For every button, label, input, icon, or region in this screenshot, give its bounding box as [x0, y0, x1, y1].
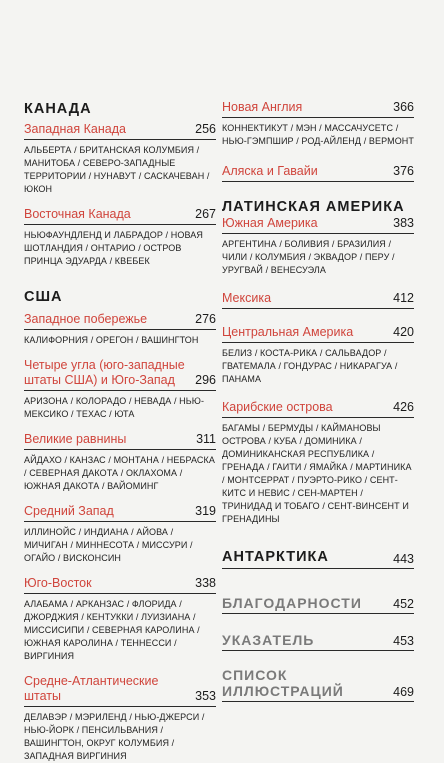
page-number: 353: [195, 689, 216, 703]
divider: [222, 181, 414, 182]
toc-left-column: [24, 100, 216, 763]
toc-entry[interactable]: [24, 312, 216, 347]
section-title: Средний Запад: [24, 504, 114, 518]
page-number: 443: [393, 552, 414, 566]
section-title: Новая Англия: [222, 100, 303, 114]
toc-entry-acknowledgements[interactable]: [222, 595, 414, 614]
divider: [222, 233, 414, 234]
toc-entry[interactable]: [24, 504, 216, 565]
entry-items: АРИЗОНА / КОЛОРАДО / НЕВАДА / НЬЮ-МЕКСИКО / ТЕХАС / ЮТА: [24, 396, 205, 419]
divider: [24, 390, 216, 391]
toc-entry[interactable]: [222, 325, 414, 386]
region-title-latin-america: ЛАТИНСКАЯ АМЕРИКА: [222, 199, 405, 215]
section-title: Великие равнины: [24, 432, 127, 446]
toc-entry[interactable]: [222, 216, 414, 277]
page-number: 412: [393, 291, 414, 305]
toc-right-column: [222, 100, 414, 706]
divider: [24, 521, 216, 522]
region-title-usa: США: [24, 289, 63, 305]
section-title: Западная Канада: [24, 122, 126, 136]
entry-items: ИЛЛИНОЙС / ИНДИАНА / АЙОВА / МИЧИГАН / МИННЕСОТА / МИССУРИ / ОГАЙО / ВИСКОНСИН: [24, 527, 193, 563]
section-title: Восточная Канада: [24, 207, 131, 221]
back-matter-title: БЛАГОДАРНОСТИ: [222, 595, 362, 611]
divider: [24, 329, 216, 330]
divider: [222, 417, 414, 418]
page-number: 453: [393, 634, 414, 648]
toc-entry[interactable]: [222, 100, 414, 148]
toc-entry[interactable]: [24, 576, 216, 663]
page-number: 366: [393, 100, 414, 114]
toc-entry[interactable]: [222, 291, 414, 309]
page-number: 383: [393, 216, 414, 230]
page-number: 376: [393, 164, 414, 178]
divider: [222, 650, 414, 651]
divider: [24, 224, 216, 225]
entry-items: АРГЕНТИНА / БОЛИВИЯ / БРАЗИЛИЯ / ЧИЛИ / КОЛУМБИЯ / ЭКВАДОР / ПЕРУ / УРУГВАЙ / ВЕНЕСУЭЛА: [222, 239, 395, 275]
page-number: 296: [195, 373, 216, 387]
section-title: Средне-Атлантические штаты: [24, 674, 159, 703]
page-number: 267: [195, 207, 216, 221]
entry-items: БАГАМЫ / БЕРМУДЫ / КАЙМАНОВЫ ОСТРОВА / КУБА / ДОМИНИКА / ДОМИНИКАНСКАЯ РЕСПУБЛИКА / ГРЕНАДА / ГАИТИ / ЯМАЙКА / МАРТИНИКА / МОНТСЕРРАТ / ПУЭРТО-РИКО / СЕНТ-КИТС И НЕВИС / СЕН-МАРТЕН / ТРИНИДАД И ТОБАГО / СЕНТ-ВИНСЕНТ И ГРЕНАДИНЫ: [222, 423, 412, 524]
section-title: Карибские острова: [222, 400, 333, 414]
divider: [222, 308, 414, 309]
divider: [222, 613, 414, 614]
back-matter-title: УКАЗАТЕЛЬ: [222, 632, 315, 648]
divider: [222, 342, 414, 343]
entry-items: КОННЕКТИКУТ / МЭН / МАССАЧУСЕТС / НЬЮ-ГЭМПШИР / РОД-АЙЛЕНД / ВЕРМОНТ: [222, 123, 415, 146]
entry-items: НЬЮФАУНДЛЕНД И ЛАБРАДОР / НОВАЯ ШОТЛАНДИЯ / ОНТАРИО / ОСТРОВ ПРИНЦА ЭДУАРДА / КВЕБЕК: [24, 230, 203, 266]
entry-items: АЛЬБЕРТА / БРИТАНСКАЯ КОЛУМБИЯ / МАНИТОБА / СЕВЕРО-ЗАПАДНЫЕ ТЕРРИТОРИИ / НУНАВУТ / САСКАЧЕВАН / ЮКОН: [24, 145, 210, 194]
entry-items: БЕЛИЗ / КОСТА-РИКА / САЛЬВАДОР / ГВАТЕМАЛА / ГОНДУРАС / НИКАРАГУА / ПАНАМА: [222, 348, 398, 384]
region-title-antarctica: АНТАРКТИКА: [222, 549, 329, 565]
page-number: 276: [195, 312, 216, 326]
divider: [222, 701, 414, 702]
divider: [24, 139, 216, 140]
section-title: Центральная Америка: [222, 325, 354, 339]
toc-entry-index[interactable]: [222, 632, 414, 651]
toc-entry[interactable]: [24, 207, 216, 268]
toc-entry[interactable]: [24, 432, 216, 493]
section-title: Аляска и Гавайи: [222, 164, 318, 178]
page-number: 452: [393, 597, 414, 611]
section-title: Западное побережье: [24, 312, 148, 326]
region-title-canada: КАНАДА: [24, 101, 92, 117]
page-number: 426: [393, 400, 414, 414]
page-number: 311: [196, 432, 216, 446]
toc-entry[interactable]: [24, 122, 216, 196]
page-number: 469: [393, 685, 414, 699]
section-title: Четыре угла (юго-западные штаты США) и Юго-Запад: [24, 358, 185, 387]
page-number: 338: [195, 576, 216, 590]
toc-entry[interactable]: [222, 400, 414, 526]
divider: [24, 593, 216, 594]
divider: [24, 449, 216, 450]
back-matter-title: СПИСОК: [222, 667, 288, 683]
entry-items: ДЕЛАВЭР / МЭРИЛЕНД / НЬЮ-ДЖЕРСИ / НЬЮ-ЙОРК / ПЕНСИЛЬВАНИЯ / ВАШИНГТОН, ОКРУГ КОЛУМБИЯ / ЗАПАДНАЯ ВИРГИНИЯ: [24, 712, 205, 761]
entry-items: АЛАБАМА / АРКАНЗАС / ФЛОРИДА / ДЖОРДЖИЯ / КЕНТУККИ / ЛУИЗИАНА / МИССИСИПИ / СЕВЕРНАЯ КАРОЛИНА / ЮЖНАЯ КАРОЛИНА / ТЕННЕССИ / ВИРГИНИЯ: [24, 599, 200, 661]
toc-entry-illustrations[interactable]: [222, 667, 414, 702]
page-number: 319: [195, 504, 216, 518]
section-title: Юго-Восток: [24, 576, 92, 590]
divider: [24, 706, 216, 707]
divider: [222, 568, 414, 569]
section-title: Южная Америка: [222, 216, 318, 230]
page-number: 256: [195, 122, 216, 136]
toc-entry[interactable]: [222, 164, 414, 182]
back-matter-title: ИЛЛЮСТРАЦИЙ: [222, 683, 344, 699]
divider: [222, 117, 414, 118]
toc-entry[interactable]: [24, 358, 216, 421]
section-title: Мексика: [222, 291, 272, 305]
toc-entry[interactable]: [24, 674, 216, 763]
entry-items: АЙДАХО / КАНЗАС / МОНТАНА / НЕБРАСКА / СЕВЕРНАЯ ДАКОТА / ОКЛАХОМА / ЮЖНАЯ ДАКОТА / ВАЙОМИНГ: [24, 455, 215, 491]
page-number: 420: [393, 325, 414, 339]
toc-entry-antarctica[interactable]: [222, 548, 414, 569]
entry-items: КАЛИФОРНИЯ / ОРЕГОН / ВАШИНГТОН: [24, 335, 199, 345]
